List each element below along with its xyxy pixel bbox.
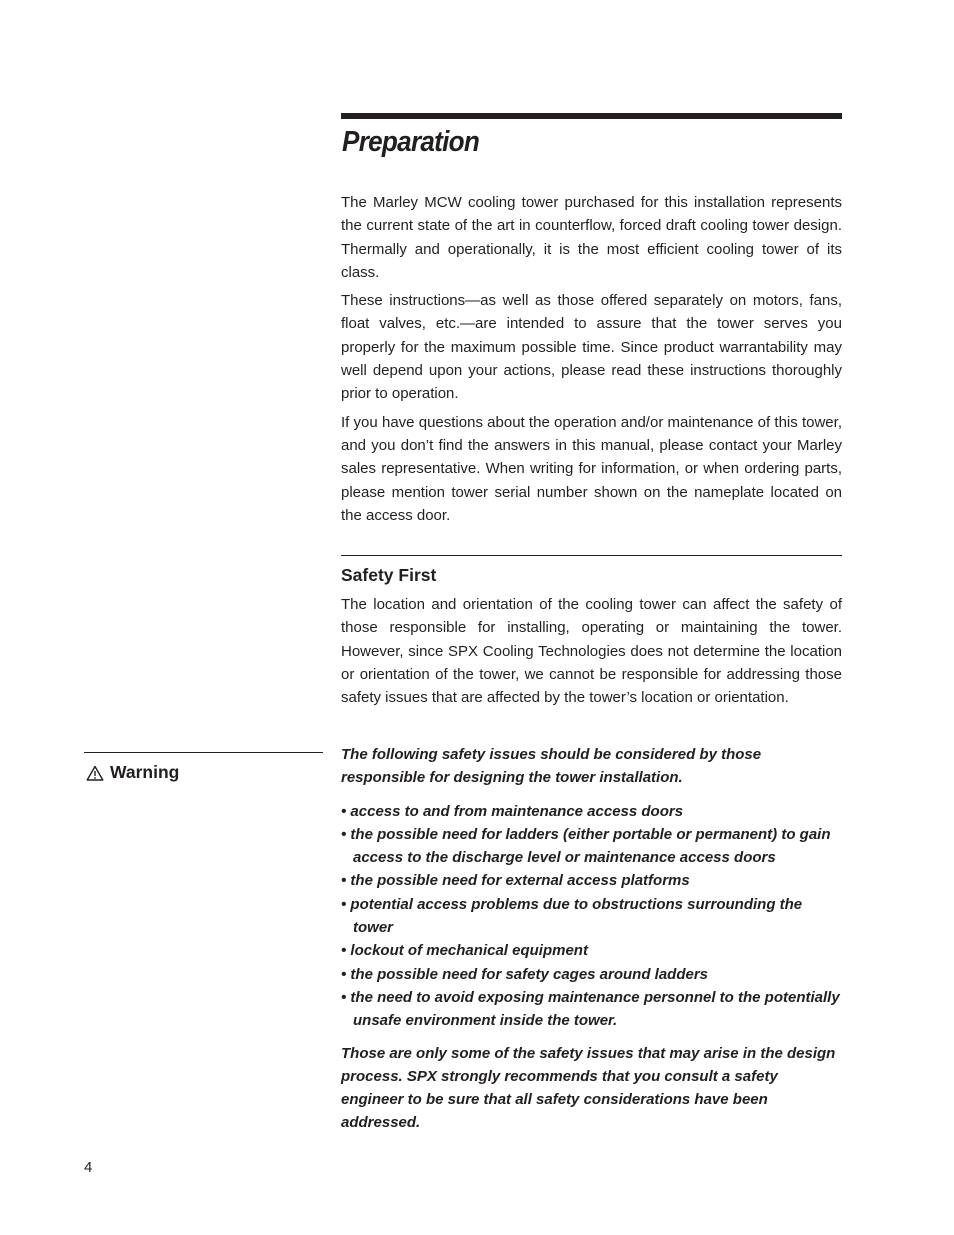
intro-section [341, 191, 842, 532]
intro-paragraph: If you have questions about the operation and/or maintenance of this tower, and you don’t find the answers in this manual, please contact your Marley sales representative. When writing for information, or when ordering parts, please mention tower serial number shown on the nameplate located on the access door. [341, 413, 842, 524]
list-item: • the possible need for ladders (either portable or permanent) to gain access to the discharge level or maintenance access doors [341, 823, 842, 870]
list-item: • the need to avoid exposing maintenance personnel to the potentially unsafe environment inside the tower. [341, 986, 842, 1033]
warning-closing: Those are only some of the safety issues that may arise in the design process. SPX strongly recommends that you consult a safety engineer to be sure that all safety considerations have been addressed. [341, 1044, 836, 1132]
safety-section [341, 593, 842, 714]
warning-triangle-icon [86, 765, 104, 781]
warning-lead: The following safety issues should be considered by those responsible for designing the tower installation. [341, 746, 762, 787]
safety-paragraph: The location and orientation of the cooling tower can affect the safety of those responsible for installing, operating or maintaining the tower. However, since SPX Cooling Technologies does not determine the location or orientation of the tower, we cannot be responsible for addressing those safety issues that are affected by the tower’s location or orientation. [341, 596, 842, 707]
list-item: • potential access problems due to obstructions surrounding the tower [341, 893, 842, 940]
safety-first-heading: Safety First [341, 565, 437, 585]
warning-section [341, 743, 842, 1135]
page-title: Preparation [342, 126, 480, 158]
list-item: • access to and from maintenance access doors [341, 800, 842, 823]
list-item: • the possible need for safety cages around ladders [341, 963, 842, 986]
list-item: • lockout of mechanical equipment [341, 939, 842, 962]
section-divider [341, 555, 842, 556]
list-item: • the possible need for external access platforms [341, 869, 842, 892]
page-number: 4 [84, 1159, 93, 1176]
intro-paragraph: The Marley MCW cooling tower purchased for this installation represents the current state of the art in counterflow, forced draft cooling tower design. Thermally and operationally, it is the most efficient cooling tower of its class. [341, 194, 842, 281]
intro-paragraph: These instructions—as well as those offered separately on motors, fans, float valves, etc.—are intended to assure that the tower serves you properly for the maximum possible time. Since product warrantability may well depend upon your actions, please read these instructions thoroughly prior to operation. [341, 292, 842, 403]
warning-label [86, 762, 179, 783]
sidebar-divider [84, 752, 323, 753]
safety-issue-list [341, 800, 842, 1033]
title-rule [341, 113, 842, 119]
warning-text: Warning [110, 762, 180, 782]
